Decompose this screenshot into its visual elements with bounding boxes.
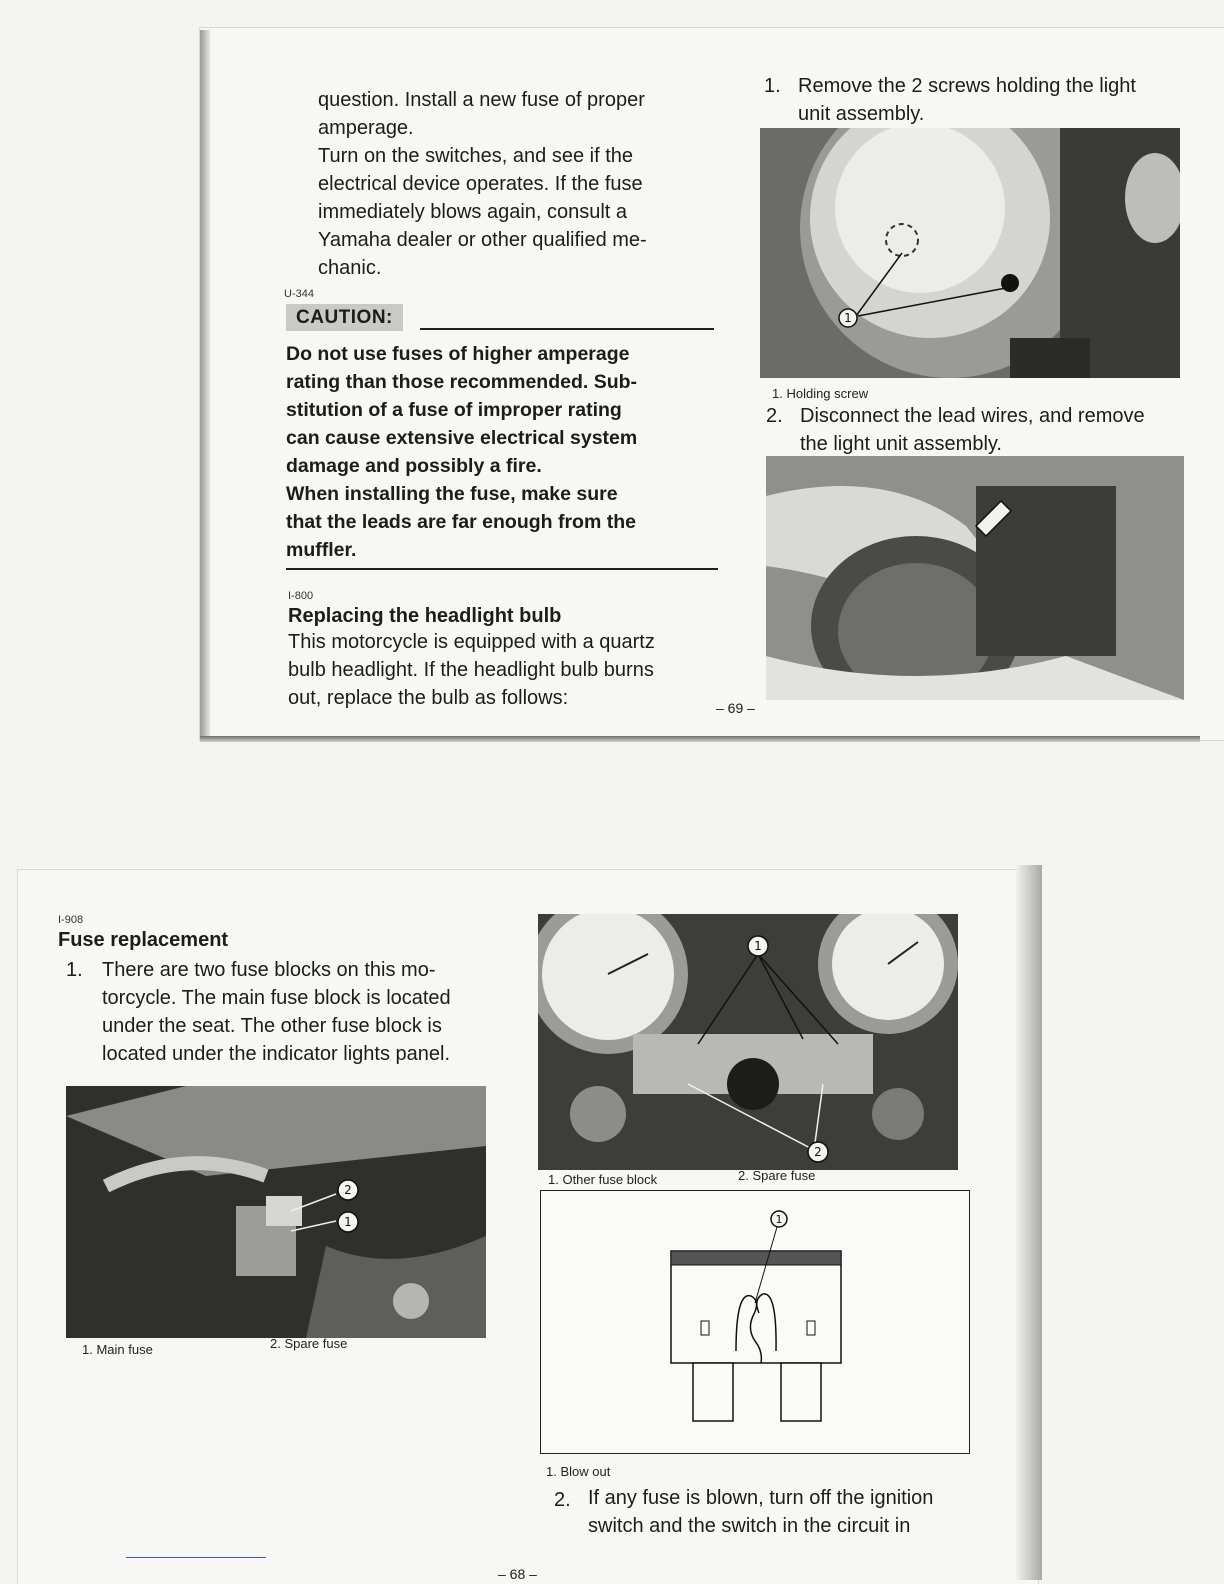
text-line: the light unit assembly. xyxy=(800,433,1002,455)
photo-1-caption: 1. Holding screw xyxy=(772,386,869,401)
caution-bottom-rule xyxy=(286,568,718,570)
headlight-screw-photo xyxy=(760,128,1180,378)
text-line: question. Install a new fuse of proper xyxy=(318,89,645,111)
step-1-text xyxy=(102,956,502,1068)
text-line: bulb headlight. If the headlight bulb burns xyxy=(288,659,654,681)
panel-caption-2: 2. Spare fuse xyxy=(738,1168,816,1183)
caution-line: rating than those recommended. Sub- xyxy=(286,371,638,393)
callout-number: 1 xyxy=(754,939,762,953)
text-line: located under the indicator lights panel. xyxy=(102,1043,451,1065)
text-line: under the seat. The other fuse block is xyxy=(102,1015,442,1037)
text-line: Disconnect the lead wires, and remove xyxy=(800,405,1145,427)
caution-line: When installing the fuse, make sure xyxy=(286,483,618,505)
section-title: Fuse replacement xyxy=(58,929,229,951)
text-line: Turn on the switches, and see if the xyxy=(318,145,633,167)
text-line: Yamaha dealer or other qualified me- xyxy=(318,229,647,251)
step-2-number: 2. xyxy=(766,405,783,427)
callout-number: 1 xyxy=(775,1213,783,1226)
main-fuse-caption-2: 2. Spare fuse xyxy=(270,1336,348,1351)
text-line: If any fuse is blown, turn off the ignition xyxy=(588,1487,934,1509)
text-line: out, replace the bulb as follows: xyxy=(288,687,569,709)
light-unit-removal-photo xyxy=(766,456,1184,700)
section-code: I-800 xyxy=(288,590,314,602)
text-line: electrical device operates. If the fuse xyxy=(318,173,643,195)
section-paragraph xyxy=(288,628,728,712)
main-fuse-photo xyxy=(66,1086,486,1338)
intro-paragraph xyxy=(318,86,708,282)
blown-fuse-diagram xyxy=(540,1190,970,1454)
callout-number: 2 xyxy=(344,1183,352,1197)
caution-line: muffler. xyxy=(286,539,357,561)
section-code: I-908 xyxy=(58,914,84,926)
caution-text xyxy=(286,340,726,564)
text-line: Remove the 2 screws holding the light xyxy=(798,75,1136,97)
callout-number: 2 xyxy=(814,1145,822,1159)
text-line: amperage. xyxy=(318,117,414,139)
step-1-number: 1. xyxy=(764,75,781,97)
diagram-caption: 1. Blow out xyxy=(546,1464,611,1479)
blue-underline-mark xyxy=(126,1557,266,1558)
step-2-text xyxy=(800,402,1200,458)
step-2-text xyxy=(588,1484,1008,1540)
bottom-page-spine xyxy=(1016,865,1042,1580)
step-1-text xyxy=(798,72,1198,128)
top-page-spine xyxy=(200,30,210,740)
text-line: immediately blows again, consult a xyxy=(318,201,628,223)
caution-code: U-344 xyxy=(284,288,314,300)
caution-line: damage and possibly a fire. xyxy=(286,455,542,477)
text-line: This motorcycle is equipped with a quartz xyxy=(288,631,655,653)
caution-top-rule xyxy=(420,328,714,330)
caution-line: Do not use fuses of higher amperage xyxy=(286,343,630,365)
step-1-number: 1. xyxy=(66,959,83,981)
callout-number: 1 xyxy=(344,1215,352,1229)
top-page-binding xyxy=(200,736,1200,742)
text-line: switch and the switch in the circuit in xyxy=(588,1515,911,1537)
panel-caption-1: 1. Other fuse block xyxy=(548,1172,658,1187)
section-title: Replacing the headlight bulb xyxy=(288,605,562,627)
step-2-number: 2. xyxy=(554,1489,571,1511)
main-fuse-caption-1: 1. Main fuse xyxy=(82,1342,153,1357)
text-line: torcycle. The main fuse block is located xyxy=(102,987,451,1009)
caution-line: stitution of a fuse of improper rating xyxy=(286,399,622,421)
caution-label: CAUTION: xyxy=(286,304,403,331)
caution-line: that the leads are far enough from the xyxy=(286,511,636,533)
text-line: unit assembly. xyxy=(798,103,925,125)
page-number-69: – 69 – xyxy=(716,700,755,716)
indicator-panel-photo xyxy=(538,914,958,1170)
text-line: There are two fuse blocks on this mo- xyxy=(102,959,436,981)
callout-number: 1 xyxy=(844,311,852,325)
text-line: chanic. xyxy=(318,257,382,279)
page-number-68: – 68 – xyxy=(498,1566,537,1582)
caution-line: can cause extensive electrical system xyxy=(286,427,638,449)
